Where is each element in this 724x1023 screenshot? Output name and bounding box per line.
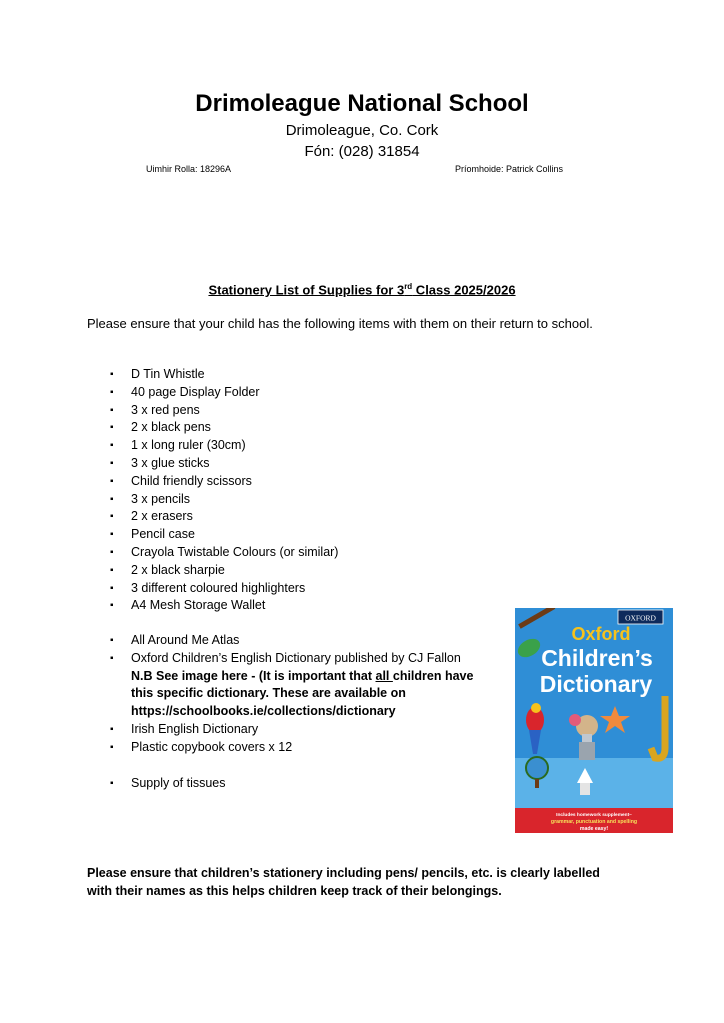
- dictionary-cover-illustration: [515, 608, 673, 833]
- intro-text: Please ensure that your child has the following items with them on their return to school.: [87, 316, 593, 331]
- list-title: [0, 282, 724, 297]
- list-item: ▪ 3 different coloured highlighters: [110, 580, 338, 598]
- list-item-atlas: ▪ All Around Me Atlas: [110, 632, 473, 650]
- school-address: Drimoleague, Co. Cork: [285, 122, 439, 139]
- list-item: ▪ D Tin Whistle: [110, 366, 338, 384]
- dictionary-note-end: children have: [392, 668, 474, 683]
- dictionary-cover-image: [515, 608, 673, 833]
- school-name: Drimoleague National School: [195, 90, 529, 117]
- dictionary-note-prefix: N.B See image here -: [131, 668, 256, 683]
- list-title-prefix: Stationery List of Supplies for 3: [208, 282, 405, 298]
- list-item: ▪ 1 x long ruler (30cm): [110, 437, 338, 455]
- list-item: ▪ Crayola Twistable Colours (or similar): [110, 544, 338, 562]
- supplies-list-general: [110, 366, 338, 615]
- dictionary-link[interactable]: https://schoolbooks.ie/collections/dictionary: [131, 704, 396, 719]
- list-title-superscript: rd: [404, 282, 413, 291]
- list-item-dictionary: ▪ Oxford Children’s English Dictionary published by CJ Fallon: [110, 650, 473, 668]
- publisher-label: OXFORD: [625, 613, 656, 623]
- supplies-list-books: [110, 632, 473, 757]
- list-item: ▪ 3 x red pens: [110, 402, 338, 420]
- list-item-copybook-covers: ▪ Plastic copybook covers x 12: [110, 739, 473, 757]
- list-title-suffix: Class 2025/2026: [412, 282, 516, 298]
- list-item-tissues: ▪ Supply of tissues: [110, 775, 226, 793]
- dictionary-note-line-2: this specific dictionary. These are available on: [131, 686, 406, 701]
- cover-title-oxford: Oxford: [571, 624, 631, 644]
- list-item: ▪ 40 page Display Folder: [110, 384, 338, 402]
- list-item: ▪ 3 x pencils: [110, 491, 338, 509]
- cover-banner-line-1: Includes homework supplement–: [556, 813, 632, 818]
- labelling-reminder: Please ensure that children’s stationery including pens/ pencils, etc. is clearly labelled with their names as this helps children keep track of their belongings.: [87, 866, 600, 898]
- list-item: ▪ Child friendly scissors: [110, 473, 338, 491]
- list-item: ▪ 2 x erasers: [110, 508, 338, 526]
- list-item: ▪ 2 x black sharpie: [110, 562, 338, 580]
- principal-name: Príomhoide: Patrick Collins: [455, 164, 564, 174]
- cover-banner-line-3: made easy!: [579, 826, 609, 832]
- cover-banner-line-2: grammar, punctuation and spelling: [550, 819, 638, 825]
- dictionary-note-line-1: [110, 668, 473, 686]
- list-item-irish-dictionary: ▪ Irish English Dictionary: [110, 721, 473, 739]
- school-phone: Fón: (028) 31854: [304, 143, 420, 160]
- roll-number: Uimhir Rolla: 18296A: [146, 164, 232, 174]
- supplies-list-other: [110, 775, 226, 793]
- list-item: ▪ A4 Mesh Storage Wallet: [110, 597, 338, 615]
- dictionary-note-middle: (It is important that: [255, 668, 376, 683]
- list-item: ▪ Pencil case: [110, 526, 338, 544]
- list-item: ▪ 2 x black pens: [110, 419, 338, 437]
- cover-title-childrens: Children’s: [541, 645, 653, 671]
- cover-title-dictionary: Dictionary: [539, 671, 653, 697]
- dictionary-note-emphasis: all: [375, 668, 393, 683]
- list-item: ▪ 3 x glue sticks: [110, 455, 338, 473]
